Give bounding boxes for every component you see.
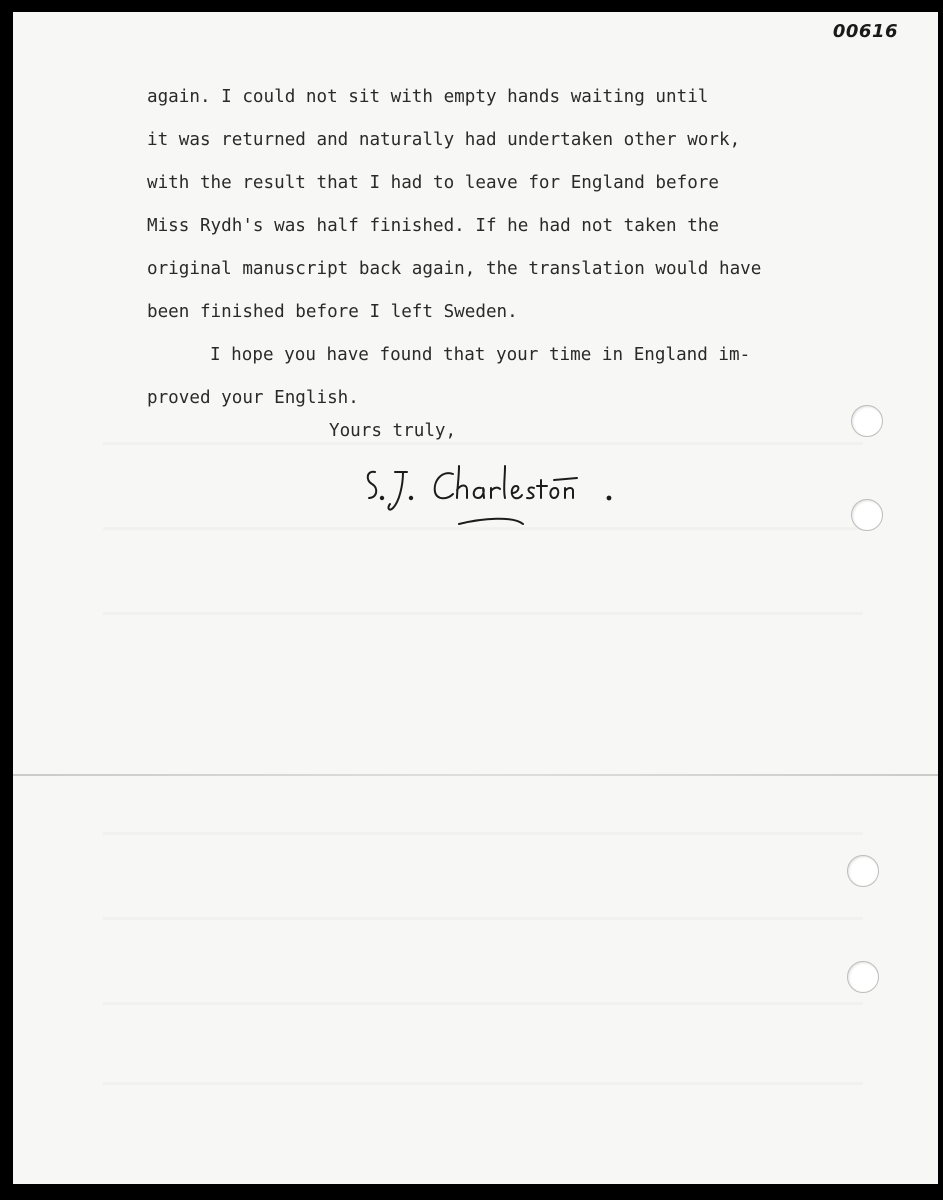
show-through <box>103 612 863 615</box>
body-line: I hope you have found that your time in England im- <box>210 345 751 365</box>
body-line: it was returned and naturally had undertaken other work, <box>147 130 741 150</box>
show-through <box>103 1082 863 1085</box>
punch-hole <box>851 499 883 531</box>
show-through <box>103 1002 863 1005</box>
show-through <box>103 442 863 445</box>
body-line: been finished before I left Sweden. <box>147 302 518 322</box>
body-line: proved your English. <box>147 388 359 408</box>
punch-hole <box>851 405 883 437</box>
fold-line <box>13 774 938 776</box>
archive-number: 00616 <box>832 21 898 42</box>
body-line: with the result that I had to leave for England before <box>147 173 719 193</box>
letter-page <box>13 12 938 1184</box>
body-line: original manuscript back again, the translation would have <box>147 259 762 279</box>
letter-body <box>147 76 917 420</box>
punch-hole <box>847 961 879 993</box>
punch-hole <box>847 855 879 887</box>
show-through <box>103 832 863 835</box>
handwritten-signature <box>363 458 623 538</box>
closing: Yours truly, <box>329 421 457 441</box>
body-line: Miss Rydh's was half finished. If he had not taken the <box>147 216 719 236</box>
body-line: again. I could not sit with empty hands waiting until <box>147 87 709 107</box>
show-through <box>103 917 863 920</box>
